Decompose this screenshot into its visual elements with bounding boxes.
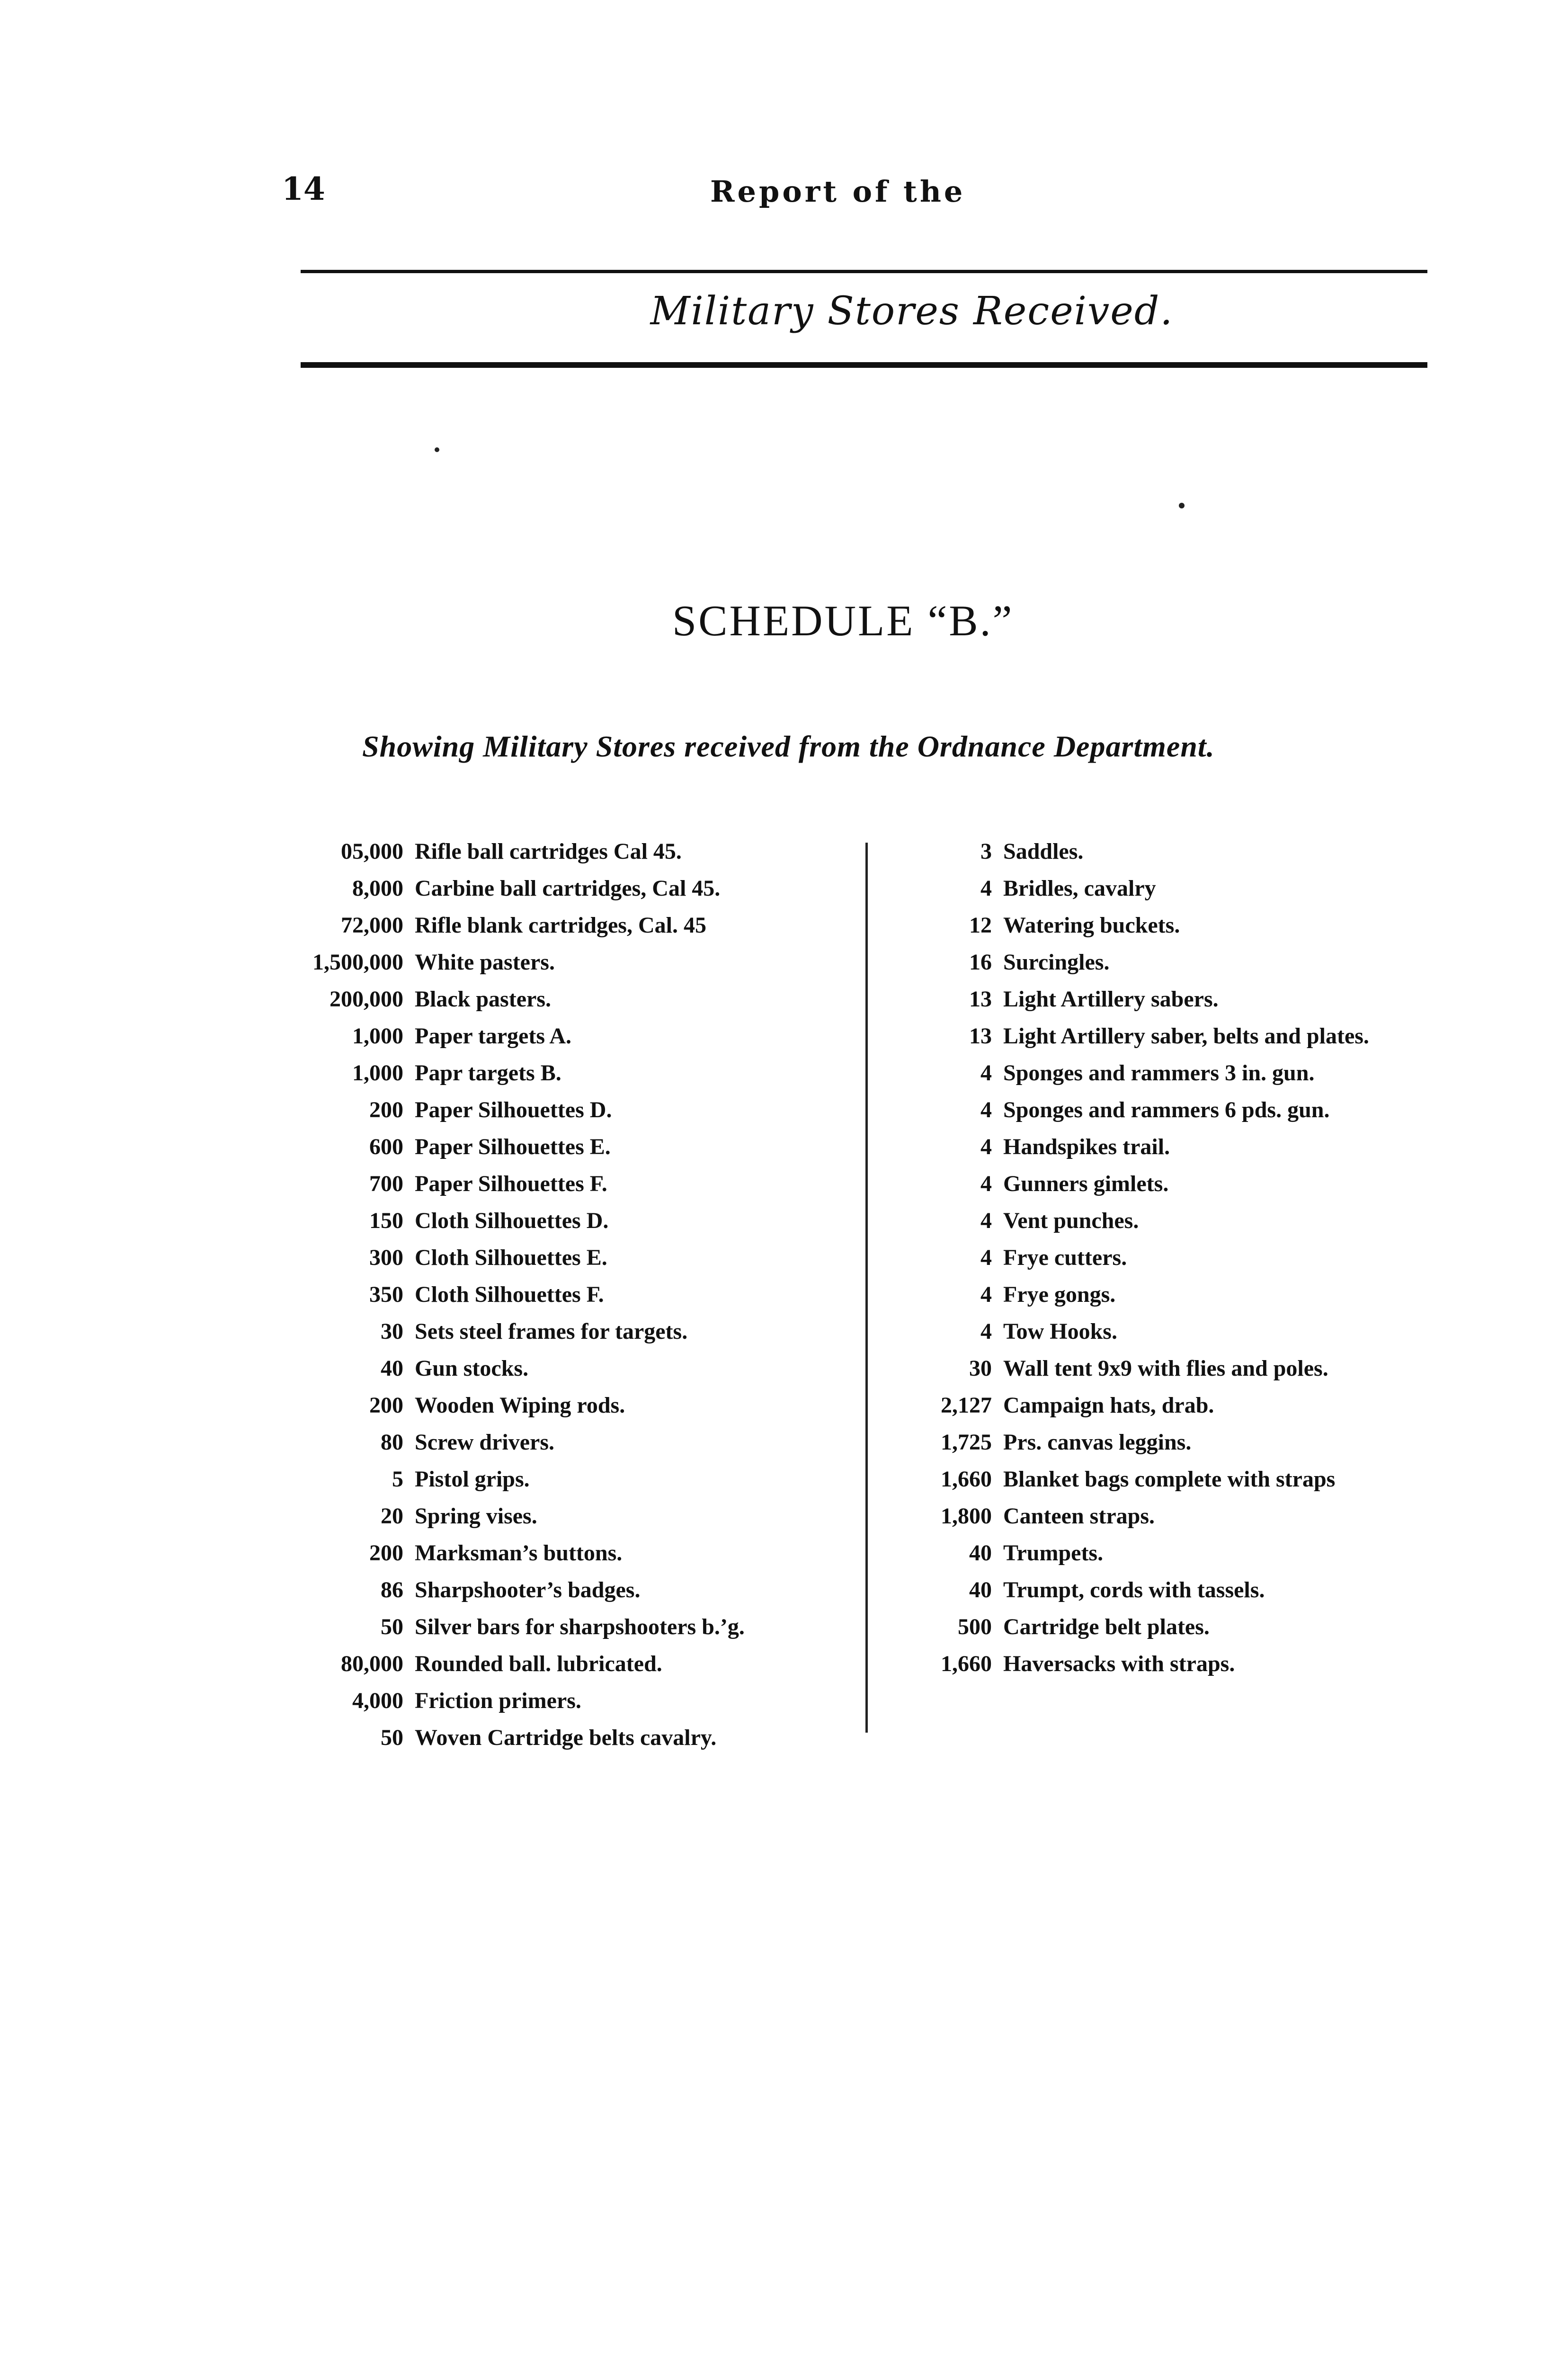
schedule-title: SCHEDULE “B.” <box>672 596 1014 645</box>
item-quantity: 86 <box>381 1577 403 1602</box>
list-item <box>284 833 876 870</box>
item-description: Sets steel frames for targets. <box>415 1319 688 1344</box>
list-item <box>902 1498 1437 1535</box>
list-item <box>902 870 1437 907</box>
item-quantity: 12 <box>969 913 992 938</box>
list-item <box>284 1350 876 1387</box>
item-quantity: 8,000 <box>352 876 403 901</box>
item-description: Blanket bags complete with straps <box>1003 1467 1336 1492</box>
list-item <box>902 1609 1437 1646</box>
item-quantity: 1,660 <box>941 1467 992 1492</box>
item-description: Light Artillery sabers. <box>1003 987 1219 1012</box>
list-item <box>284 1202 876 1239</box>
item-description: Frye gongs. <box>1003 1282 1116 1307</box>
item-description: Handspikes trail. <box>1003 1134 1170 1159</box>
item-quantity: 13 <box>969 1023 992 1049</box>
item-description: Rounded ball. lubricated. <box>415 1651 662 1676</box>
item-description: Prs. canvas leggins. <box>1003 1430 1192 1455</box>
item-description: White pasters. <box>415 950 555 975</box>
item-quantity: 350 <box>369 1282 403 1307</box>
item-quantity: 500 <box>958 1614 992 1639</box>
item-description: Marksman’s buttons. <box>415 1540 623 1566</box>
item-description: Rifle blank cartridges, Cal. 45 <box>415 913 706 938</box>
item-quantity: 600 <box>369 1134 403 1159</box>
item-quantity: 72,000 <box>341 913 403 938</box>
list-item <box>284 981 876 1018</box>
item-quantity: 20 <box>381 1504 403 1529</box>
list-item <box>902 1129 1437 1166</box>
list-item <box>902 1535 1437 1572</box>
list-item <box>284 1387 876 1424</box>
item-description: Haversacks with straps. <box>1003 1651 1235 1676</box>
item-quantity: 150 <box>369 1208 403 1233</box>
item-quantity: 13 <box>969 987 992 1012</box>
item-description: Spring vises. <box>415 1504 537 1529</box>
print-speck <box>1179 503 1185 508</box>
item-description: Woven Cartridge belts cavalry. <box>415 1725 717 1750</box>
item-quantity: 200 <box>369 1097 403 1122</box>
list-item <box>284 1498 876 1535</box>
item-description: Paper Silhouettes E. <box>415 1134 611 1159</box>
item-quantity: 30 <box>381 1319 403 1344</box>
schedule-subtitle: Showing Military Stores received from the Ordnance Department. <box>362 730 1215 763</box>
bottom-rule <box>301 362 1427 368</box>
item-quantity: 50 <box>381 1725 403 1750</box>
item-description: Vent punches. <box>1003 1208 1139 1233</box>
list-item <box>284 1424 876 1461</box>
item-description: Carbine ball cartridges, Cal 45. <box>415 876 721 901</box>
item-quantity: 300 <box>369 1245 403 1270</box>
item-description: Gun stocks. <box>415 1356 529 1381</box>
item-quantity: 40 <box>969 1577 992 1602</box>
item-quantity: 4,000 <box>352 1688 403 1713</box>
item-quantity: 4 <box>980 1208 992 1233</box>
item-description: Campaign hats, drab. <box>1003 1393 1214 1418</box>
print-speck <box>435 447 439 452</box>
list-item <box>284 1276 876 1313</box>
list-item <box>284 1092 876 1129</box>
list-item <box>902 1350 1437 1387</box>
item-description: Paper targets A. <box>415 1023 572 1049</box>
item-description: Frye cutters. <box>1003 1245 1127 1270</box>
item-description: Cloth Silhouettes E. <box>415 1245 607 1270</box>
item-description: Paper Silhouettes D. <box>415 1097 612 1122</box>
list-item <box>284 1609 876 1646</box>
item-quantity: 1,800 <box>941 1504 992 1529</box>
item-description: Cartridge belt plates. <box>1003 1614 1210 1639</box>
item-description: Wooden Wiping rods. <box>415 1393 625 1418</box>
item-quantity: 16 <box>969 950 992 975</box>
item-description: Trumpets. <box>1003 1540 1104 1566</box>
left-items-list <box>284 833 876 1756</box>
item-description: Tow Hooks. <box>1003 1319 1117 1344</box>
item-quantity: 2,127 <box>941 1393 992 1418</box>
list-item <box>284 870 876 907</box>
item-quantity: 200 <box>369 1393 403 1418</box>
item-description: Gunners gimlets. <box>1003 1171 1169 1196</box>
list-item <box>902 981 1437 1018</box>
item-quantity: 40 <box>381 1356 403 1381</box>
item-description: Watering buckets. <box>1003 913 1180 938</box>
item-quantity: 80,000 <box>341 1651 403 1676</box>
list-item <box>284 1646 876 1682</box>
item-quantity: 4 <box>980 876 992 901</box>
list-item <box>284 1018 876 1055</box>
list-item <box>284 944 876 981</box>
item-quantity: 1,725 <box>941 1430 992 1455</box>
item-quantity: 30 <box>969 1356 992 1381</box>
item-description: Pistol grips. <box>415 1467 530 1492</box>
item-quantity: 1,500,000 <box>312 950 403 975</box>
item-quantity: 3 <box>980 839 992 864</box>
list-item <box>284 1239 876 1276</box>
item-quantity: 50 <box>381 1614 403 1639</box>
list-item <box>902 944 1437 981</box>
list-item <box>284 1055 876 1092</box>
item-quantity: 4 <box>980 1319 992 1344</box>
item-quantity: 4 <box>980 1171 992 1196</box>
list-item <box>284 1572 876 1609</box>
list-item <box>902 1018 1437 1055</box>
list-item <box>902 1387 1437 1424</box>
item-description: Sharpshooter’s badges. <box>415 1577 641 1602</box>
item-quantity: 4 <box>980 1060 992 1086</box>
item-quantity: 1,000 <box>352 1023 403 1049</box>
item-quantity: 200 <box>369 1540 403 1566</box>
list-item <box>902 1313 1437 1350</box>
item-quantity: 80 <box>381 1430 403 1455</box>
list-item <box>902 1276 1437 1313</box>
item-description: Bridles, cavalry <box>1003 876 1156 901</box>
item-description: Black pasters. <box>415 987 551 1012</box>
item-quantity: 1,000 <box>352 1060 403 1086</box>
item-description: Trumpt, cords with tassels. <box>1003 1577 1265 1602</box>
item-description: Cloth Silhouettes D. <box>415 1208 609 1233</box>
item-description: Friction primers. <box>415 1688 581 1713</box>
list-item <box>902 1572 1437 1609</box>
list-item <box>284 1535 876 1572</box>
item-description: Wall tent 9x9 with flies and poles. <box>1003 1356 1328 1381</box>
list-item <box>284 1682 876 1719</box>
item-description: Surcingles. <box>1003 950 1110 975</box>
item-description: Rifle ball cartridges Cal 45. <box>415 839 682 864</box>
list-item <box>284 1461 876 1498</box>
item-description: Light Artillery saber, belts and plates. <box>1003 1023 1369 1049</box>
item-description: Paper Silhouettes F. <box>415 1171 607 1196</box>
item-quantity: 1,660 <box>941 1651 992 1676</box>
list-item <box>284 1313 876 1350</box>
item-quantity: 05,000 <box>341 839 403 864</box>
list-item <box>902 1461 1437 1498</box>
item-description: Screw drivers. <box>415 1430 555 1455</box>
top-rule <box>301 270 1427 273</box>
list-item <box>284 1129 876 1166</box>
item-quantity: 200,000 <box>330 987 403 1012</box>
item-quantity: 700 <box>369 1171 403 1196</box>
item-quantity: 4 <box>980 1134 992 1159</box>
item-description: Saddles. <box>1003 839 1084 864</box>
list-item <box>902 833 1437 870</box>
item-description: Silver bars for sharpshooters b.’g. <box>415 1614 745 1639</box>
page-number: 14 <box>282 170 325 207</box>
item-quantity: 4 <box>980 1245 992 1270</box>
item-description: Canteen straps. <box>1003 1504 1155 1529</box>
list-item <box>284 1166 876 1202</box>
list-item <box>902 1424 1437 1461</box>
section-title: Military Stores Received. <box>650 289 1174 334</box>
item-description: Papr targets B. <box>415 1060 561 1086</box>
list-item <box>284 907 876 944</box>
list-item <box>902 1092 1437 1129</box>
item-quantity: 4 <box>980 1282 992 1307</box>
list-item <box>902 1239 1437 1276</box>
item-quantity: 5 <box>392 1467 403 1492</box>
item-quantity: 4 <box>980 1097 992 1122</box>
list-item <box>902 1055 1437 1092</box>
item-quantity: 40 <box>969 1540 992 1566</box>
list-item <box>902 1646 1437 1682</box>
column-divider <box>865 843 868 1733</box>
item-description: Cloth Silhouettes F. <box>415 1282 604 1307</box>
item-description: Sponges and rammers 6 pds. gun. <box>1003 1097 1330 1122</box>
list-item <box>902 1202 1437 1239</box>
list-item <box>902 1166 1437 1202</box>
item-description: Sponges and rammers 3 in. gun. <box>1003 1060 1315 1086</box>
list-item <box>284 1719 876 1756</box>
list-item <box>902 907 1437 944</box>
running-head: Report of the <box>710 174 966 209</box>
right-items-list <box>902 833 1437 1682</box>
